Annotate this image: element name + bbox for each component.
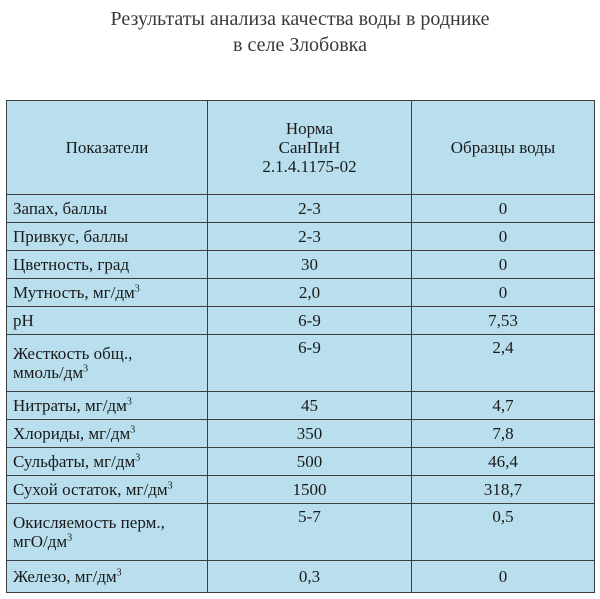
row-label: Нитраты, $мг/дм^3$ xyxy=(7,391,208,419)
row-norm: 500 xyxy=(208,447,412,475)
header-samples: Образцы воды xyxy=(412,101,595,195)
header-norm-line-1: Норма xyxy=(285,118,334,138)
water-quality-table xyxy=(6,100,595,593)
row-norm: 2,0 xyxy=(208,279,412,307)
row-sample: 7,8 xyxy=(412,419,595,447)
row-label: Запах, баллы xyxy=(7,194,208,222)
row-sample: 46,4 xyxy=(412,447,595,475)
title-line-1: Результаты анализа качества воды в роднике xyxy=(110,8,490,30)
superscript: 3 xyxy=(130,424,136,436)
row-label: Сульфаты, $мг/дм^3$ xyxy=(7,447,208,475)
row-norm: 350 xyxy=(208,419,412,447)
row-norm: 30 xyxy=(208,250,412,278)
superscript: 3 xyxy=(134,283,140,295)
header-norm-line-2: СанПиН xyxy=(278,137,341,157)
table-row xyxy=(7,391,595,419)
row-norm: 5-7 xyxy=(208,504,412,560)
row-sample: 0,5 xyxy=(412,504,595,560)
table-row xyxy=(7,194,595,222)
row-label: Жесткость общ., ммоль/$дм^3$ xyxy=(7,335,208,391)
row-label: Окисляемость перм., мгО/$дм^3$ xyxy=(7,504,208,560)
header-norm xyxy=(208,101,412,195)
row-label: Железо, $мг/дм^3$ xyxy=(7,560,208,592)
superscript: 3 xyxy=(135,452,141,464)
row-norm: 6-9 xyxy=(208,307,412,335)
row-sample: 0 xyxy=(412,250,595,278)
table-row xyxy=(7,279,595,307)
row-norm: 2-3 xyxy=(208,194,412,222)
row-label: pH xyxy=(7,307,208,335)
row-label: Хлориды, $мг/дм^3$ xyxy=(7,419,208,447)
row-norm: 0,3 xyxy=(208,560,412,592)
row-sample: 0 xyxy=(412,560,595,592)
row-label: Цветность, град xyxy=(7,250,208,278)
row-label: Сухой остаток, $мг/дм^3$ xyxy=(7,476,208,504)
title-line-2: в селе Злобовка xyxy=(233,34,367,56)
row-label: Привкус, баллы xyxy=(7,222,208,250)
row-label: Мутность, $мг/дм^3$ xyxy=(7,279,208,307)
table-row xyxy=(7,250,595,278)
header-norm-line-3: 2.1.4.1175-02 xyxy=(262,156,357,176)
header-row xyxy=(7,101,595,195)
row-norm: 2-3 xyxy=(208,222,412,250)
row-norm: 45 xyxy=(208,391,412,419)
table-row xyxy=(7,222,595,250)
table-row xyxy=(7,476,595,504)
row-sample: 4,7 xyxy=(412,391,595,419)
superscript: 3 xyxy=(126,396,132,408)
superscript: 3 xyxy=(116,567,122,579)
table-row xyxy=(7,307,595,335)
superscript: 3 xyxy=(67,532,73,544)
table-row xyxy=(7,504,595,560)
row-norm: 6-9 xyxy=(208,335,412,391)
superscript: 3 xyxy=(83,363,89,375)
superscript: 3 xyxy=(167,480,173,492)
row-sample: 0 xyxy=(412,279,595,307)
table-row xyxy=(7,335,595,391)
header-indicator: Показатели xyxy=(7,101,208,195)
table-row xyxy=(7,560,595,592)
document-title xyxy=(0,6,600,58)
table-row xyxy=(7,447,595,475)
row-sample: 7,53 xyxy=(412,307,595,335)
table-row xyxy=(7,419,595,447)
row-norm: 1500 xyxy=(208,476,412,504)
row-sample: 0 xyxy=(412,194,595,222)
row-sample: 318,7 xyxy=(412,476,595,504)
row-sample: 0 xyxy=(412,222,595,250)
row-sample: 2,4 xyxy=(412,335,595,391)
